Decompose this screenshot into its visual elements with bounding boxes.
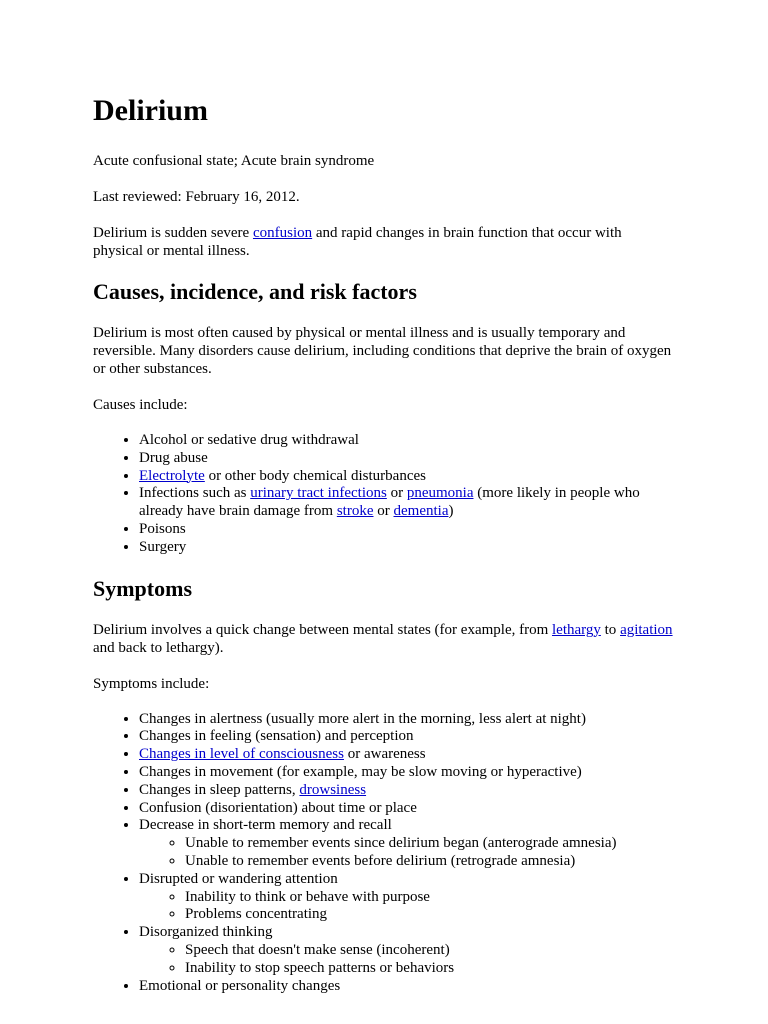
list-item-text: Infections such as: [139, 485, 251, 502]
list-item-text: Disrupted or wandering attention: [139, 870, 338, 887]
causes-list: [93, 432, 673, 557]
stroke-link[interactable]: stroke: [336, 503, 374, 520]
list-item-text: or: [373, 503, 394, 520]
confusion-link[interactable]: confusion: [252, 225, 313, 241]
list-item-text: or awareness: [343, 746, 426, 763]
list-item: [139, 782, 673, 800]
list-item: [139, 924, 673, 977]
intro-paragraph: [93, 224, 673, 260]
list-item: • Drug abuse: [139, 450, 673, 468]
alternate-names: Acute confusional state; Acute brain syndrome: [93, 153, 375, 169]
last-reviewed: Last reviewed: February 16, 2012.: [93, 189, 300, 205]
list-item: • Changes in movement (for example, may be slow moving or hyperactive): [139, 764, 673, 782]
list-item-text: Decrease in short-term memory and recall: [139, 817, 392, 834]
intro-text-before: Delirium is sudden severe: [93, 225, 253, 241]
symptoms-heading: Symptoms: [93, 575, 193, 601]
list-item-text: (more likely in people who already have brain damage from: [139, 485, 640, 520]
causes-paragraph: Delirium is most often caused by physical or mental illness and is usually temporary and reversible. Many disorders cause delirium, including conditions that deprive the brain of oxygen or other substances.: [93, 325, 672, 377]
symptoms-list: [93, 711, 673, 996]
list-item-text: ): [448, 503, 454, 520]
list-item: [139, 485, 673, 521]
list-item: • Surgery: [139, 539, 673, 557]
list-item-text: Disorganized thinking: [139, 924, 273, 941]
paragraph-text: Delirium involves a quick change between mental states (for example, from: [93, 621, 553, 638]
symptoms-paragraph: [93, 621, 673, 657]
paragraph-text: to: [600, 621, 621, 638]
list-item: [139, 746, 673, 764]
document-page: [93, 92, 673, 1013]
intro-text-after: and rapid changes in brain function that occur with physical or mental illness.: [93, 225, 622, 259]
pneumonia-link[interactable]: pneumonia: [406, 485, 474, 502]
changes-in-level-of-consciousness-link[interactable]: Changes in level of consciousness: [139, 746, 344, 763]
list-item: • Confusion (disorientation) about time or place: [139, 800, 673, 818]
sub-list-item: ◦ Unable to remember events before delirium (retrograde amnesia): [185, 853, 673, 871]
list-item-text: or other body chemical disturbances: [204, 467, 426, 484]
urinary-tract-infections-link[interactable]: urinary tract infections: [250, 485, 387, 502]
drowsiness-link[interactable]: drowsiness: [299, 781, 367, 798]
list-item-text: Changes in sleep patterns,: [139, 781, 300, 798]
sub-list-item: ◦ Speech that doesn't make sense (incoherent): [185, 942, 673, 960]
thinking-sublist: [139, 942, 673, 978]
list-item: [139, 871, 673, 924]
sub-list-item: ◦ Inability to think or behave with purpose: [185, 889, 673, 907]
list-item: • Emotional or personality changes: [139, 978, 673, 996]
list-item: • Changes in alertness (usually more alert in the morning, less alert at night): [139, 711, 673, 729]
dementia-link[interactable]: dementia: [393, 503, 449, 520]
sub-list-item: ◦ Unable to remember events since delirium began (anterograde amnesia): [185, 835, 673, 853]
lethargy-link[interactable]: lethargy: [552, 621, 601, 638]
list-item: • Alcohol or sedative drug withdrawal: [139, 432, 673, 450]
sub-list-item: ◦ Inability to stop speech patterns or behaviors: [185, 960, 673, 978]
list-item: • Changes in feeling (sensation) and perception: [139, 728, 673, 746]
page-title: Delirium: [93, 94, 208, 127]
list-item: [139, 817, 673, 870]
causes-list-intro: Causes include:: [93, 397, 188, 413]
list-item-text: or: [386, 485, 407, 502]
attention-sublist: [139, 889, 673, 925]
symptoms-list-intro: Symptoms include:: [93, 675, 210, 692]
memory-sublist: [139, 835, 673, 871]
causes-heading: Causes, incidence, and risk factors: [93, 279, 417, 304]
paragraph-text: and back to lethargy).: [93, 639, 224, 656]
sub-list-item: ◦ Problems concentrating: [185, 906, 673, 924]
list-item: [139, 468, 673, 486]
agitation-link[interactable]: agitation: [620, 621, 673, 638]
list-item: • Poisons: [139, 521, 673, 539]
electrolyte-link[interactable]: Electrolyte: [139, 467, 205, 484]
